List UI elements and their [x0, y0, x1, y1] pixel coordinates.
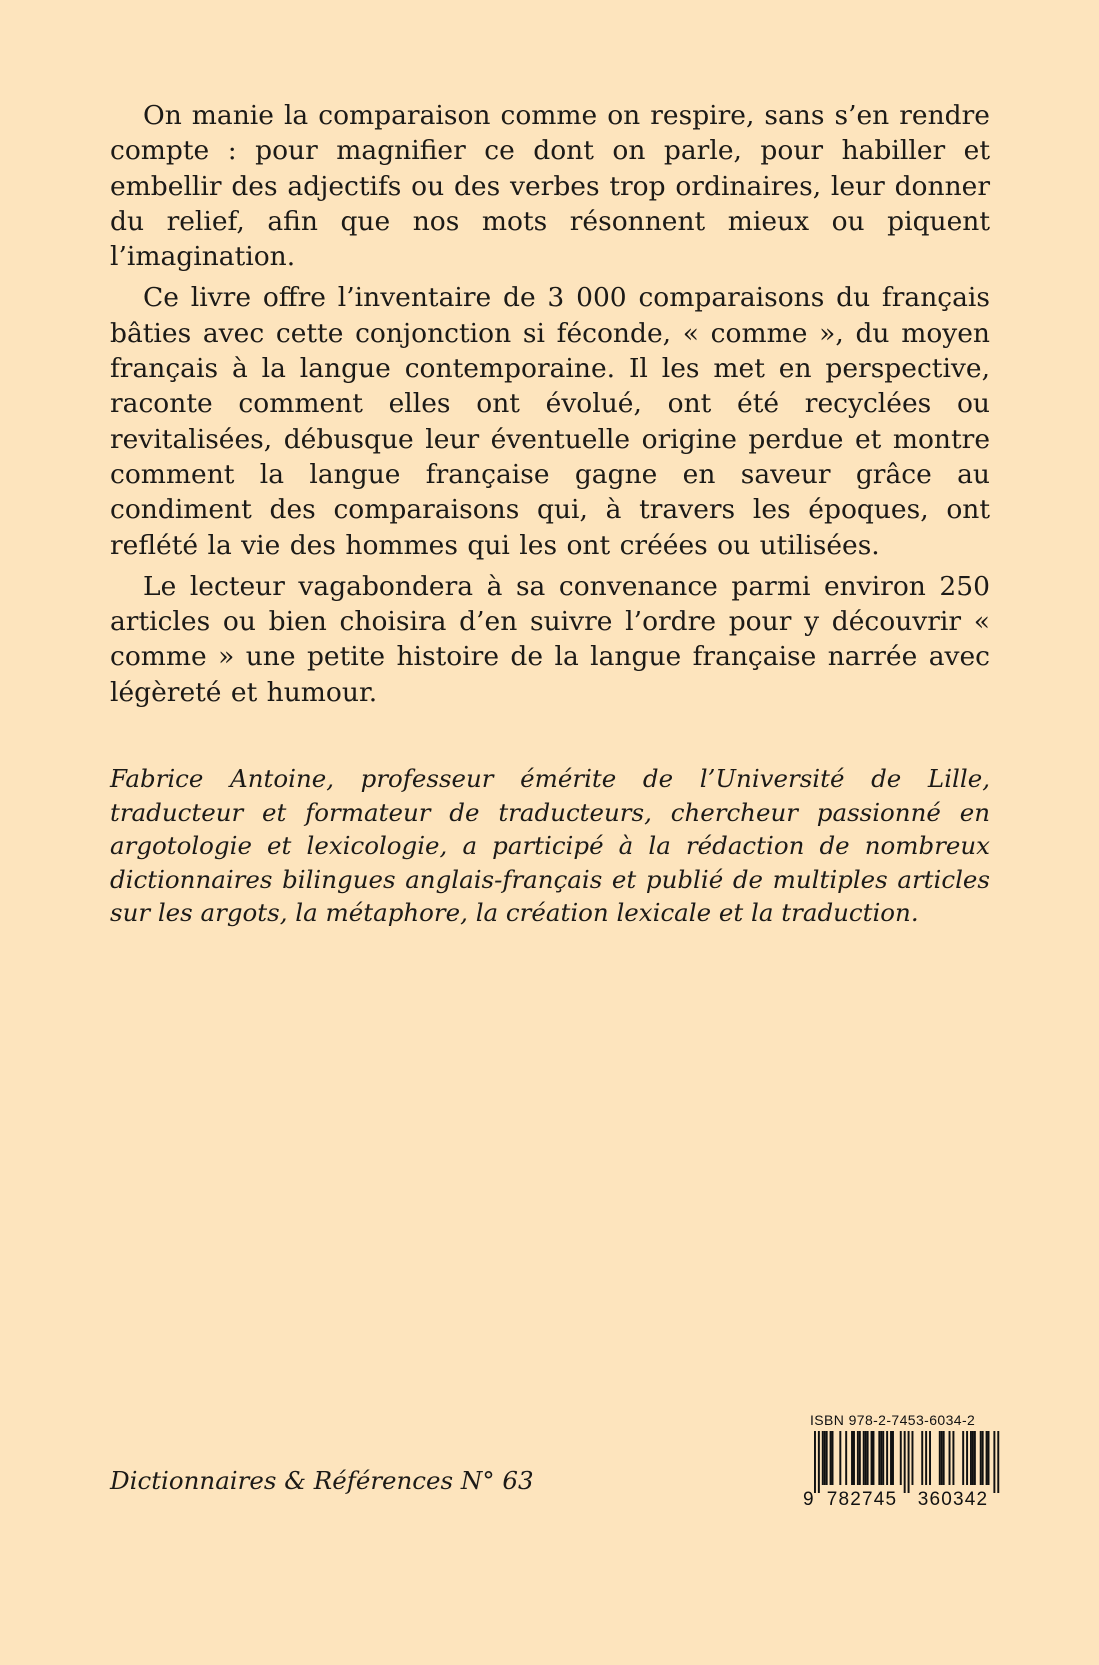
barcode-bar — [900, 1431, 902, 1485]
barcode-bar — [908, 1431, 910, 1493]
barcode-digits-left: 782745 — [826, 1489, 898, 1509]
barcode-bar — [921, 1431, 923, 1485]
barcode-bar — [826, 1431, 828, 1485]
barcode-bar — [880, 1431, 882, 1485]
barcode-bar — [925, 1431, 927, 1485]
barcode-bar — [929, 1431, 931, 1485]
barcode-bar — [867, 1431, 869, 1485]
isbn-label: ISBN 978-2-7453-6034-2 — [810, 1412, 976, 1428]
barcode-bar — [949, 1431, 951, 1485]
barcode-bar — [830, 1431, 832, 1485]
barcode-bar — [857, 1431, 859, 1485]
blurb-paragraph-1: On manie la comparaison comme on respire, sans s’en rendre compte : pour magnifier ce dont on parle, pour habiller et embellir des adjectifs ou des verbes trop ordinaires, leur donner du relief, afin que nos mots résonnent mieux ou piquent l’imagination. — [110, 100, 990, 273]
barcode-bar — [851, 1431, 853, 1485]
barcode-bar — [845, 1431, 847, 1485]
barcode-bar — [873, 1431, 875, 1485]
isbn-barcode — [800, 1412, 1004, 1509]
barcode-digits-right: 360342 — [917, 1489, 989, 1509]
barcode-bar — [865, 1431, 867, 1485]
barcode-bar — [814, 1431, 816, 1493]
barcode-bar — [832, 1431, 834, 1485]
author-bio: Fabrice Antoine, professeur émérite de l’Université de Lille, traducteur et formateur de traducteurs, chercheur passionné en argotologie et lexicologie, a participé à la rédaction de nombreux dictionnaires bilingues anglais-français et publié de multiples articles sur les argots, la métaphore, la création lexicale et la traduction. — [110, 764, 990, 927]
barcode-bar — [892, 1431, 894, 1485]
barcode-bar — [970, 1431, 972, 1485]
barcode-digit-first: 9 — [803, 1489, 814, 1509]
barcode-bar — [993, 1431, 995, 1493]
barcode-bar — [839, 1431, 841, 1485]
barcode-bar — [980, 1431, 982, 1485]
barcode-bar — [882, 1431, 884, 1485]
barcode-bar — [988, 1431, 990, 1485]
blurb-paragraph-3: Le lecteur vagabondera à sa convenance parmi environ 250 articles ou bien choisira d’en suivre l’ordre pour y découvrir « comme » une petite histoire de la langue française narrée avec légèreté et humour. — [110, 570, 990, 708]
barcode-bar — [972, 1431, 974, 1485]
barcode-bar — [871, 1431, 873, 1485]
barcode-bar — [818, 1431, 820, 1493]
barcode-bar — [886, 1431, 888, 1485]
barcode-bar — [974, 1431, 976, 1485]
barcode-bar — [986, 1431, 988, 1485]
barcode-image — [800, 1431, 1004, 1509]
series-label: Dictionnaires & Références N° 63 — [110, 1466, 534, 1495]
barcode-bar — [859, 1431, 861, 1485]
blurb-paragraph-2: Ce livre offre l’inventaire de 3 000 comparaisons du français bâties avec cette conjonction si féconde, « comme », du moyen français à la langue contemporaine. Il les met en perspective, raconte comment elles ont évolué, ont été recyclées ou revitalisées, débusque leur éventuelle origine perdue et montre comment la langue française gagne en saveur grâce au condiment des comparaisons qui, à travers les époques, ont reflété la vie des hommes qui les ont créées ou utilisées. — [110, 282, 990, 561]
barcode-bar — [853, 1431, 855, 1485]
barcode-bar — [997, 1431, 999, 1493]
barcode-bar — [890, 1431, 892, 1485]
barcode-bar — [939, 1431, 941, 1485]
barcode-bar — [822, 1431, 824, 1485]
barcode-bar — [878, 1431, 880, 1485]
barcode-bar — [966, 1431, 968, 1485]
barcode-bar — [904, 1431, 906, 1493]
barcode-bar — [943, 1431, 945, 1485]
barcode-bar — [863, 1431, 865, 1485]
barcode-bar — [952, 1431, 954, 1485]
barcode-bar — [962, 1431, 964, 1485]
barcode-bar — [941, 1431, 943, 1485]
barcode-bar — [982, 1431, 984, 1485]
barcode-bar — [912, 1431, 914, 1485]
barcode-bar — [824, 1431, 826, 1485]
back-cover-blurb — [110, 98, 990, 716]
